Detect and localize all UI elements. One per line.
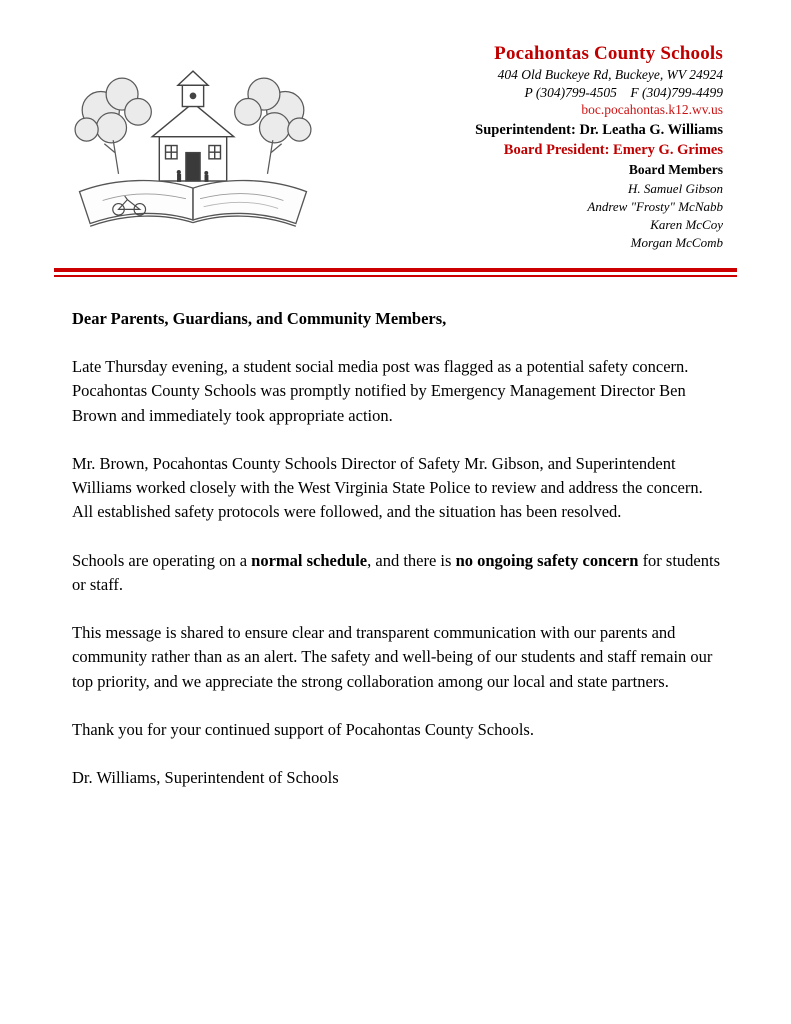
org-phone-fax: P (304)799-4505 F (304)799-4499 <box>524 84 723 100</box>
open-book-icon <box>80 181 307 227</box>
p3-segment-5: for students or staff. <box>72 550 721 594</box>
board-member: Morgan McComb <box>630 234 723 250</box>
superintendent-line: Superintendent: Dr. Leatha G. Williams <box>475 121 723 138</box>
org-address: 404 Old Buckeye Rd, Buckeye, WV 24924 <box>497 66 723 82</box>
left-trees-icon <box>75 78 151 174</box>
schoolhouse-on-open-book-icon <box>60 48 326 252</box>
paragraph-2: Mr. Brown, Pocahontas County Schools Director of Safety Mr. Gibson, and Superintendent Williams worked closely with the West Virginia State Police to review and address the concern. All established safety protocols were followed, and the situation has been resolved. <box>72 453 703 522</box>
letterhead-contact-block <box>475 42 723 252</box>
right-trees-icon <box>235 78 311 174</box>
board-member: Karen McCoy <box>650 216 723 232</box>
salutation: Dear Parents, Guardians, and Community Members, <box>72 308 447 328</box>
letter-body <box>0 277 791 791</box>
board-member: Andrew "Frosty" McNabb <box>587 198 723 214</box>
p3-bold-no-ongoing-safety-concern: no ongoing safety concern <box>455 550 639 570</box>
org-website-link[interactable]: boc.pocahontas.k12.wv.us <box>581 102 723 118</box>
paragraph-4: This message is shared to ensure clear and transparent communication with our parents and community rather than as an alert. The safety and well-being of our students and staff remain our top priority, and we appreciate the strong collaboration among our local and state partners. <box>72 623 713 691</box>
board-member: H. Samuel Gibson <box>628 180 723 196</box>
schoolhouse-icon <box>152 71 234 181</box>
paragraph-5: Thank you for your continued support of Pocahontas County Schools. <box>72 719 534 739</box>
board-members-label: Board Members <box>628 162 723 178</box>
board-president-line: Board President: Emery G. Grimes <box>503 141 723 158</box>
p3-bold-normal-schedule: normal schedule <box>251 550 368 570</box>
paragraph-3 <box>72 549 721 598</box>
letterhead <box>0 0 791 252</box>
org-name: Pocahontas County Schools <box>494 43 723 64</box>
p3-segment-3: , and there is <box>367 550 456 570</box>
red-divider-rule <box>54 268 737 277</box>
signature-line: Dr. Williams, Superintendent of Schools <box>72 768 339 788</box>
p3-segment-1: Schools are operating on a <box>72 550 252 570</box>
paragraph-1: Late Thursday evening, a student social media post was flagged as a potential safety concern. Pocahontas County Schools was promptly notified by Emergency Management Director Ben Brown and immediately took appropriate action. <box>72 357 689 425</box>
school-logo <box>60 48 326 252</box>
